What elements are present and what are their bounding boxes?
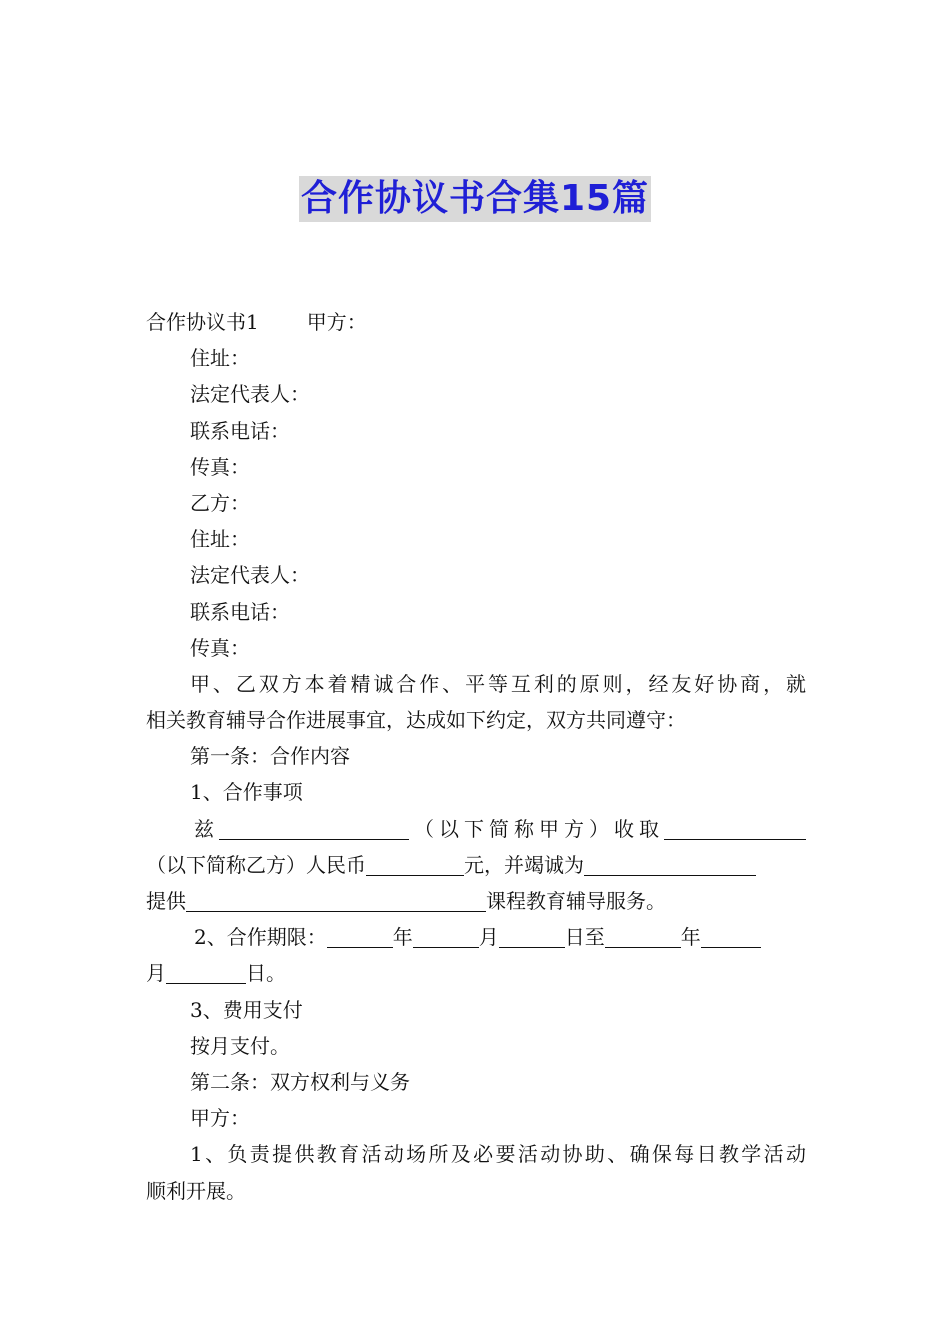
item2-label: 2、合作期限： (194, 925, 327, 950)
article1-item1-line3 (146, 883, 806, 919)
article2-item1-line1: 1、负责提供教育活动场所及必要活动协助、确保每日教学活动 (190, 1142, 806, 1167)
party-a-fax: 传真： (190, 454, 250, 479)
blank-field (701, 925, 761, 948)
item1-text-f: 课程教育辅导服务。 (486, 889, 666, 913)
item2-month: 月 (478, 925, 499, 950)
article2-heading: 第二条：双方权利与义务 (190, 1069, 410, 1094)
article1-item3-text: 按月支付。 (190, 1033, 290, 1058)
item1-text-d: 元，并竭诚为 (464, 852, 584, 877)
blank-field (219, 817, 409, 840)
intro-line-1: 甲、乙双方本着精诚合作、平等互利的原则，经友好协商，就 (190, 671, 806, 696)
party-a-label: 甲方： (306, 310, 367, 334)
party-b-label: 乙方： (190, 490, 250, 515)
blank-field (166, 961, 246, 984)
blank-field (499, 925, 565, 948)
item1-text-a: 兹 (194, 816, 219, 841)
blank-field (664, 817, 806, 840)
party-a-legal-rep: 法定代表人： (190, 382, 310, 407)
section-heading: 合作协议书1 (146, 310, 259, 334)
article1-item1-line2 (146, 847, 806, 883)
item2-month2: 月 (146, 961, 166, 986)
item2-day2: 日。 (246, 961, 286, 986)
article1-heading: 第一条：合作内容 (190, 744, 350, 769)
blank-field (186, 889, 486, 912)
article1-item1-title: 1、合作事项 (190, 780, 303, 805)
document-title: 合作协议书合集15篇 (299, 176, 651, 222)
party-b-legal-rep: 法定代表人： (190, 563, 310, 588)
blank-field (413, 925, 479, 948)
item1-text-c: （以下简称乙方）人民币 (146, 852, 366, 877)
title-container (0, 176, 950, 222)
document-body (146, 304, 806, 1209)
intro-line-2: 相关教育辅导合作进展事宜，达成如下约定，双方共同遵守： (146, 708, 686, 733)
item2-day-to: 日至 (564, 925, 605, 950)
party-b-phone: 联系电话： (190, 599, 290, 624)
party-b-address: 住址： (190, 527, 250, 552)
article1-item2-line1 (146, 919, 806, 955)
blank-field (584, 853, 756, 876)
article2-item1-line2: 顺利开展。 (146, 1178, 246, 1203)
article2-party-a-label: 甲方： (190, 1106, 250, 1131)
party-b-fax: 传真： (190, 635, 250, 660)
article1-item2-line2 (146, 955, 806, 991)
blank-field (366, 853, 464, 876)
section-heading-line (146, 304, 806, 340)
item1-text-e: 提供 (146, 889, 186, 913)
party-a-phone: 联系电话： (190, 418, 290, 443)
item2-year2: 年 (680, 925, 701, 950)
article1-item3-title: 3、费用支付 (190, 997, 303, 1022)
item1-text-b: （以下简称甲方）收取 (409, 816, 664, 841)
party-a-address: 住址： (190, 346, 250, 371)
article1-item1-line1 (146, 811, 806, 847)
blank-field (327, 925, 393, 948)
item2-year: 年 (392, 925, 413, 950)
blank-field (605, 925, 681, 948)
